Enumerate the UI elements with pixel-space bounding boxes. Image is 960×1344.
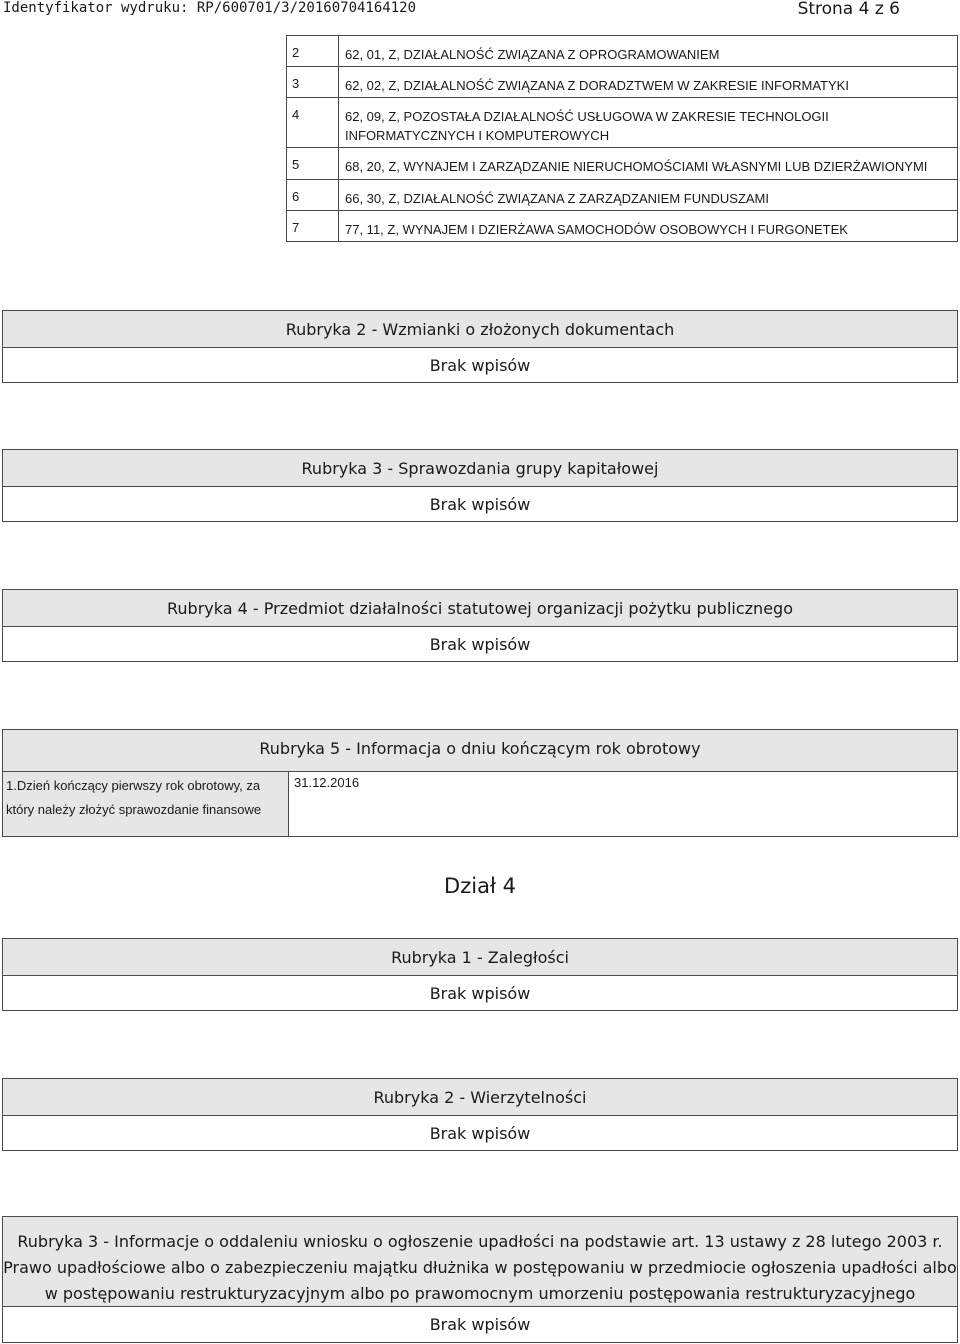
empty-entry: Brak wpisów <box>429 634 531 654</box>
row-number: 3 <box>287 67 339 98</box>
row-number: 4 <box>287 98 339 148</box>
table-row <box>287 148 958 180</box>
empty-entry: Brak wpisów <box>429 494 531 514</box>
empty-entry: Brak wpisów <box>429 983 531 1003</box>
empty-entry: Brak wpisów <box>429 1314 531 1334</box>
row-text: 62, 01, Z, DZIAŁALNOŚĆ ZWIĄZANA Z OPROGRAMOWANIEM <box>339 36 958 67</box>
field-label: 1.Dzień kończący pierwszy rok obrotowy, za który należy złożyć sprawozdanie finansowe <box>3 771 289 836</box>
print-identifier: Identyfikator wydruku: RP/600701/3/20160704164120 <box>3 0 417 16</box>
section-title: Rubryka 1 - Zaległości <box>3 939 957 976</box>
section-title: Rubryka 4 - Przedmiot działalności statutowej organizacji pożytku publicznego <box>3 590 957 627</box>
row-text: 68, 20, Z, WYNAJEM I ZARZĄDZANIE NIERUCHOMOŚCIAMI WŁASNYMI LUB DZIERŻAWIONYMI <box>339 148 958 180</box>
dzial4-rubryka-2-section <box>2 1078 958 1151</box>
row-text: 62, 02, Z, DZIAŁALNOŚĆ ZWIĄZANA Z DORADZTWEM W ZAKRESIE INFORMATYKI <box>339 67 958 98</box>
row-number: 6 <box>287 180 339 211</box>
page-number: Strona 4 z 6 <box>797 0 900 19</box>
section-heading: Dział 4 <box>444 874 516 898</box>
rubryka-2-section <box>2 310 958 383</box>
row-text: 77, 11, Z, WYNAJEM I DZIERŻAWA SAMOCHODÓW OSOBOWYCH I FURGONETEK <box>339 211 958 242</box>
row-number: 2 <box>287 36 339 67</box>
pkd-table <box>286 35 958 242</box>
rubryka-4-section <box>2 589 958 662</box>
section-title: Rubryka 3 - Informacje o oddaleniu wniosku o ogłoszenie upadłości na podstawie art. 13 ustawy z 28 lutego 2003 r. Prawo upadłościowe albo o zabezpieczeniu majątku dłużnika w postępowaniu w przedmiocie ogłoszenia upadłości albo w postępowaniu restrukturyzacyjnym albo po prawomocnym umorzeniu postępowania restrukturyzacyjnego <box>3 1217 957 1307</box>
section-title: Rubryka 2 - Wierzytelności <box>3 1079 957 1116</box>
dzial4-rubryka-1-section <box>2 938 958 1011</box>
field-value: 31.12.2016 <box>289 771 957 836</box>
empty-entry: Brak wpisów <box>429 355 531 375</box>
rubryka-5-section <box>2 729 958 837</box>
table-row <box>287 67 958 98</box>
row-text: 66, 30, Z, DZIAŁALNOŚĆ ZWIĄZANA Z ZARZĄDZANIEM FUNDUSZAMI <box>339 180 958 211</box>
table-row <box>287 36 958 67</box>
section-title: Rubryka 3 - Sprawozdania grupy kapitałowej <box>3 450 957 487</box>
table-row <box>287 180 958 211</box>
rubryka-3-section <box>2 449 958 522</box>
table-row <box>287 98 958 148</box>
empty-entry: Brak wpisów <box>429 1123 531 1143</box>
row-number: 7 <box>287 211 339 242</box>
dzial4-rubryka-3-section <box>2 1216 958 1343</box>
row-number: 5 <box>287 148 339 180</box>
row-text: 62, 09, Z, POZOSTAŁA DZIAŁALNOŚĆ USŁUGOWA W ZAKRESIE TECHNOLOGII INFORMATYCZNYCH I KOMPUTEROWYCH <box>339 98 958 148</box>
section-title: Rubryka 2 - Wzmianki o złożonych dokumentach <box>3 311 957 348</box>
section-title: Rubryka 5 - Informacja o dniu kończącym rok obrotowy <box>259 739 701 758</box>
table-row <box>287 211 958 242</box>
